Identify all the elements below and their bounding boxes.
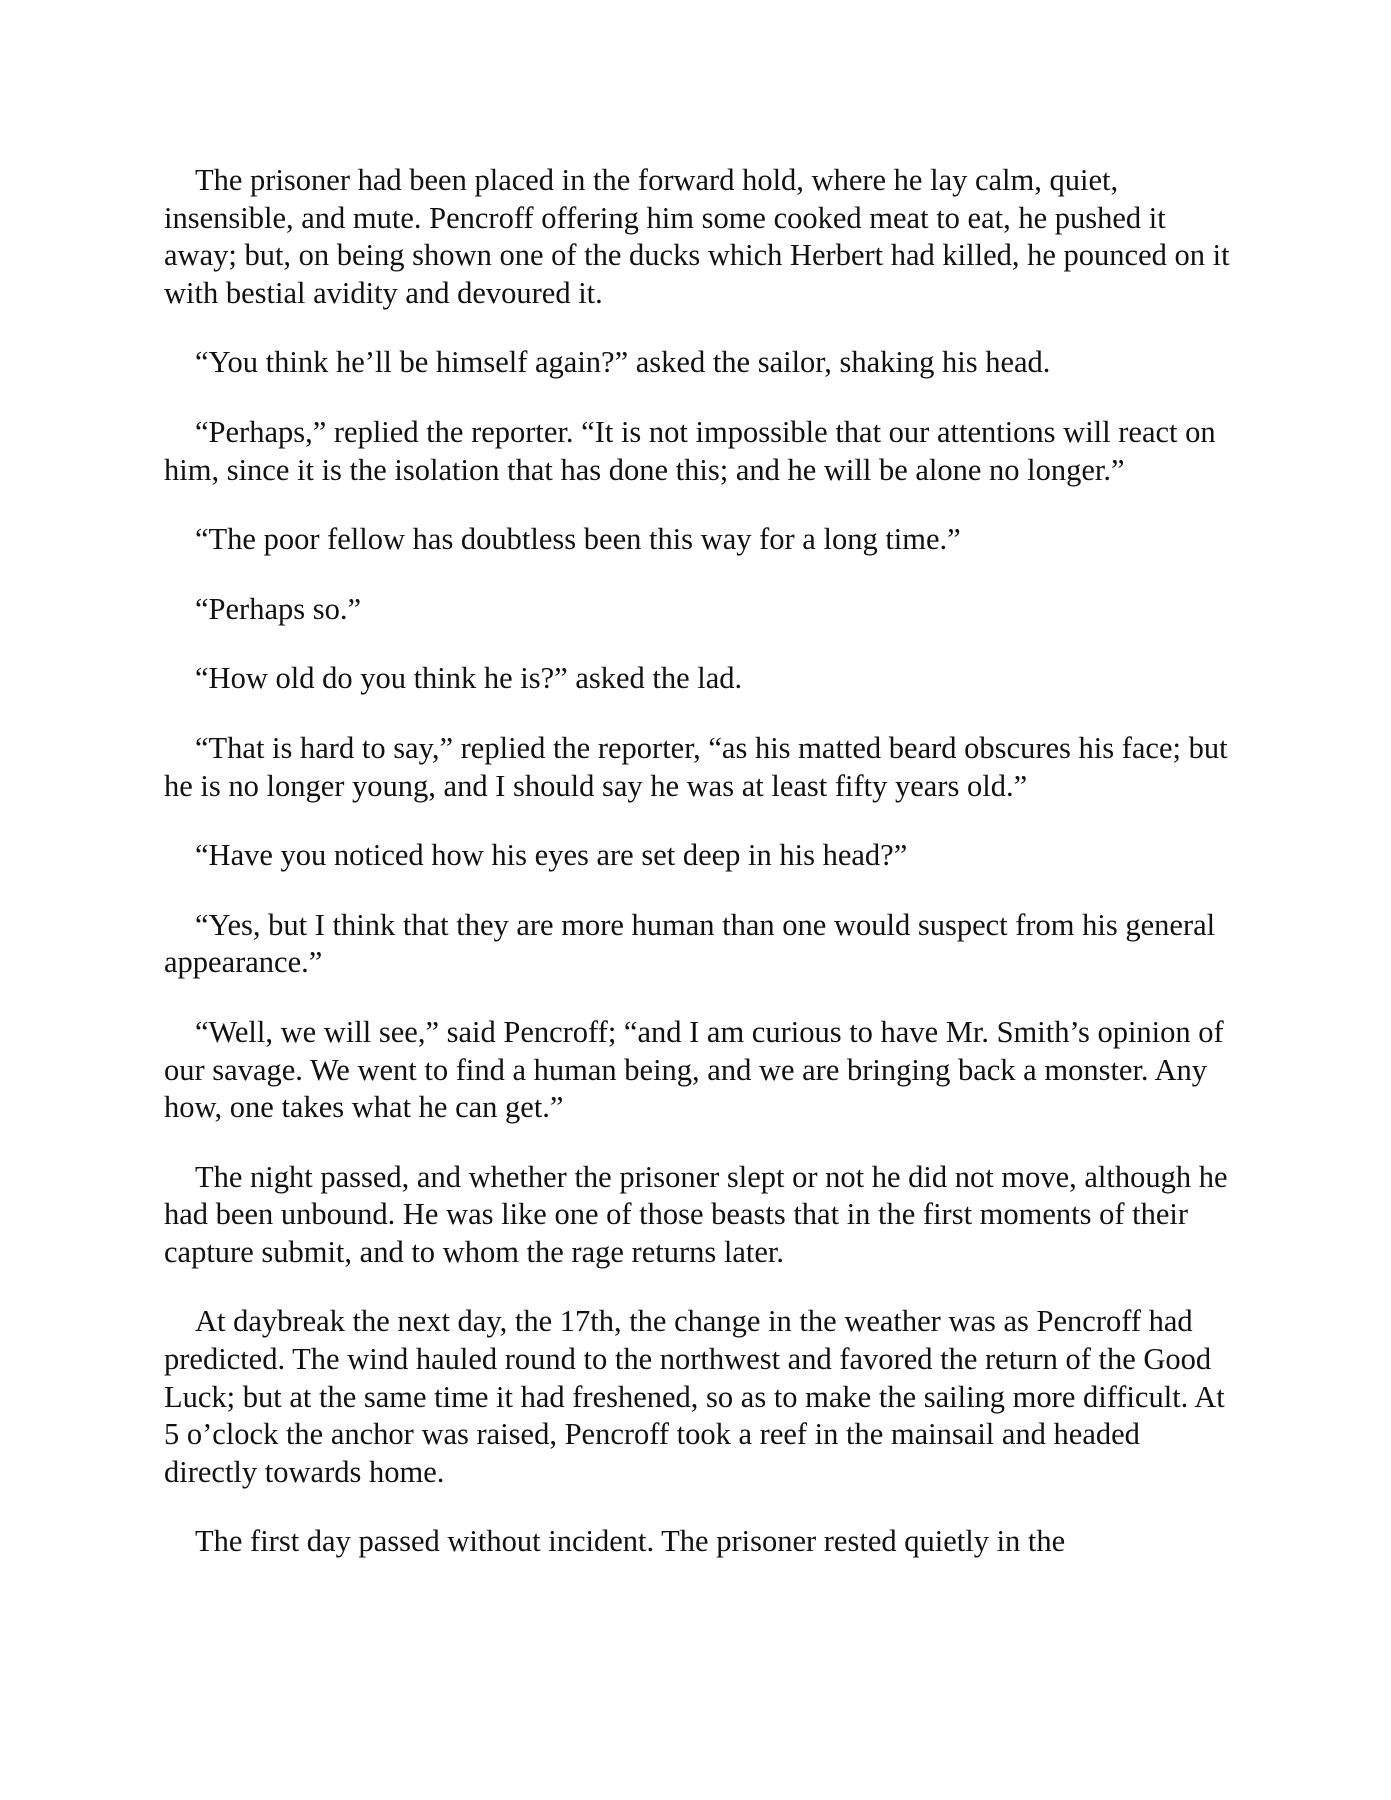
paragraph: “Yes, but I think that they are more human than one would suspect from his general appearance.”: [164, 907, 1216, 980]
paragraph: The night passed, and whether the prisoner slept or not he did not move, although he had been unbound. He was like one of those beasts that in the first moments of their capture submit, and to whom the rage returns later.: [164, 1159, 1228, 1269]
paragraph: The prisoner had been placed in the forward hold, where he lay calm, quiet, insensible, and mute. Pencroff offering him some cooked meat to eat, he pushed it away; but, on being shown one of the ducks which Herbert had killed, he pounced on it with bestial avidity and devoured it.: [164, 163, 1230, 310]
body-text: [164, 162, 1234, 1593]
paragraph: “That is hard to say,” replied the reporter, “as his matted beard obscures his face; but he is no longer young, and I should say he was at least fifty years old.”: [164, 730, 1228, 803]
paragraph: “Well, we will see,” said Pencroff; “and I am curious to have Mr. Smith’s opinion of our savage. We went to find a human being, and we are bringing back a monster. Any how, one takes what he can get.”: [164, 1014, 1224, 1125]
paragraph: The first day passed without incident. The prisoner rested quietly in the: [195, 1524, 1066, 1559]
paragraph: “The poor fellow has doubtless been this way for a long time.”: [195, 522, 961, 557]
paragraph: “Have you noticed how his eyes are set deep in his head?”: [195, 838, 908, 873]
paragraph: “You think he’ll be himself again?” asked the sailor, shaking his head.: [195, 345, 1051, 380]
paragraph: At daybreak the next day, the 17th, the change in the weather was as Pencroff had predicted. The wind hauled round to the northwest and favored the return of the Good Luck; but at the same time it had freshened, so as to make the sailing more difficult. At 5 o’clock the anchor was raised, Pencroff took a reef in the mainsail and headed directly towards home.: [164, 1304, 1225, 1489]
paragraph: “Perhaps so.”: [195, 591, 362, 626]
paragraph: “How old do you think he is?” asked the lad.: [195, 661, 743, 696]
paragraph: “Perhaps,” replied the reporter. “It is not impossible that our attentions will react on him, since it is the isolation that has done this; and he will be alone no longer.”: [164, 414, 1216, 487]
